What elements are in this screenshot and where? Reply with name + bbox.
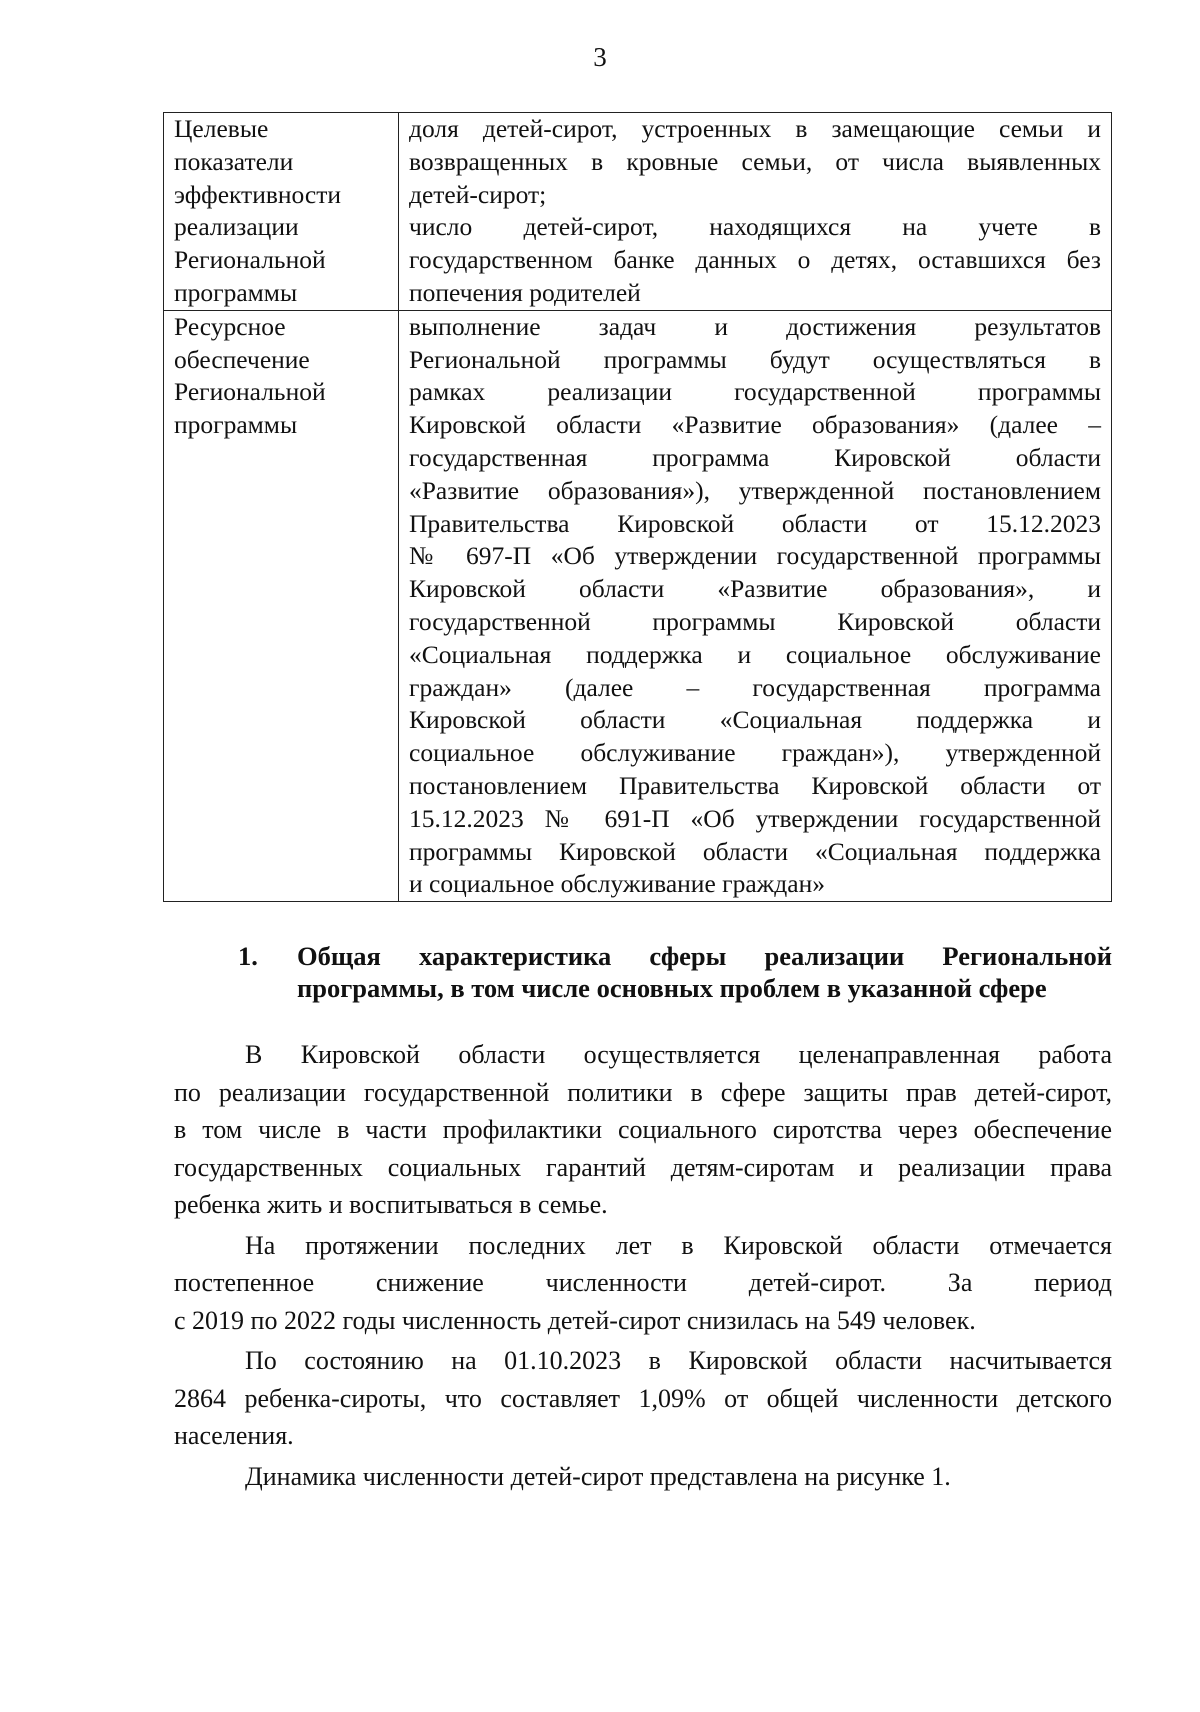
- paragraph-line: постепенное снижение численности детей-сирот. За период: [174, 1268, 1112, 1297]
- row-label-line: Региональной: [174, 245, 326, 275]
- row-label-cell: [164, 310, 399, 901]
- section-number: 1.: [238, 941, 258, 971]
- row-label-line: программы: [174, 277, 298, 307]
- table-row: [164, 113, 1112, 311]
- row-value-line: Кировской области «Социальная поддержка и: [409, 705, 1101, 735]
- row-label-line: Ресурсное: [174, 311, 286, 341]
- row-value-line: «Социальная поддержка и социальное обслуживание: [409, 639, 1101, 669]
- paragraph-line: населения.: [174, 1421, 294, 1450]
- body-text: [174, 1036, 1112, 1498]
- table-row: [164, 310, 1112, 901]
- paragraph-line: государственных социальных гарантий детям-сиротам и реализации права: [174, 1152, 1112, 1182]
- row-value-line: и социальное обслуживание граждан»: [409, 869, 825, 899]
- row-value-line: «Развитие образования»), утвержденной постановлением: [409, 475, 1101, 505]
- paragraph-line: На протяжении последних лет в Кировской области отмечается: [245, 1230, 1112, 1260]
- section-heading: [238, 940, 1112, 1004]
- page-number: 3: [593, 42, 607, 72]
- paragraph: [174, 1458, 1112, 1496]
- row-label-line: обеспечение: [174, 344, 310, 374]
- row-value-line: № 697-П «Об утверждении государственной программы: [409, 541, 1101, 571]
- row-value-line: Кировской области «Развитие образования» (далее –: [409, 410, 1101, 440]
- row-value-line: Кировской области «Развитие образования», и: [409, 574, 1101, 604]
- row-label-line: показатели: [174, 146, 294, 176]
- row-value-line: граждан» (далее – государственная программа: [409, 672, 1101, 702]
- row-value-line: возвращенных в кровные семьи, от числа выявленных: [409, 146, 1101, 176]
- paragraph: [174, 1227, 1112, 1340]
- program-passport-table: [163, 112, 1112, 902]
- row-label-line: Региональной: [174, 377, 326, 407]
- section-title-line: Общая характеристика сферы реализации Региональной: [297, 941, 1112, 971]
- row-value-line: рамках реализации государственной программы: [409, 377, 1101, 407]
- row-value-line: доля детей-сирот, устроенных в замещающие семьи и: [409, 114, 1101, 143]
- row-value-cell: [399, 113, 1112, 311]
- row-value-line: 15.12.2023 № 691-П «Об утверждении государственной: [409, 803, 1101, 833]
- row-value-line: Региональной программы будут осуществляться в: [409, 344, 1101, 374]
- section-title: [297, 940, 1112, 1004]
- row-value-line: попечения родителей: [409, 277, 641, 307]
- row-label-line: эффективности: [174, 179, 342, 209]
- paragraph-line: в том числе в части профилактики социального сиротства через обеспечение: [174, 1115, 1112, 1144]
- section-title-line: программы, в том числе основных проблем в указанной сфере: [297, 973, 1047, 1003]
- row-value-line: Правительства Кировской области от 15.12.2023: [409, 508, 1101, 538]
- row-value-line: детей-сирот;: [409, 179, 547, 209]
- paragraph: [174, 1342, 1112, 1455]
- paragraph-line: Динамика численности детей-сирот представлена на рисунке 1.: [245, 1461, 951, 1491]
- row-label-cell: [164, 113, 399, 311]
- row-value-line: государственная программа Кировской области: [409, 442, 1101, 472]
- row-label-line: Целевые: [174, 114, 269, 143]
- paragraph-line: 2864 ребенка-сироты, что составляет 1,09% от общей численности детского: [174, 1383, 1112, 1413]
- row-value-line: постановлением Правительства Кировской области от: [409, 770, 1101, 800]
- paragraph-line: с 2019 по 2022 годы численность детей-сирот снизилась на 549 человек.: [174, 1305, 976, 1335]
- row-value-line: государственном банке данных о детях, оставшихся без: [409, 245, 1101, 275]
- row-label-line: реализации: [174, 212, 299, 242]
- row-value-line: выполнение задач и достижения результатов: [409, 311, 1101, 341]
- row-value-line: число детей-сирот, находящихся на учете в: [409, 212, 1101, 242]
- paragraph-line: В Кировской области осуществляется целенаправленная работа: [245, 1040, 1112, 1069]
- row-value-line: государственной программы Кировской области: [409, 606, 1101, 636]
- row-value-line: социальное обслуживание граждан»), утвержденной: [409, 738, 1101, 768]
- row-value-line: программы Кировской области «Социальная поддержка: [409, 836, 1101, 866]
- paragraph-line: ребенка жить и воспитываться в семье.: [174, 1190, 608, 1219]
- row-value-cell: [399, 310, 1112, 901]
- paragraph: [174, 1036, 1112, 1224]
- row-label-line: программы: [174, 410, 298, 440]
- paragraph-line: по реализации государственной политики в сфере защиты прав детей-сирот,: [174, 1077, 1112, 1107]
- paragraph-line: По состоянию на 01.10.2023 в Кировской области насчитывается: [245, 1346, 1112, 1375]
